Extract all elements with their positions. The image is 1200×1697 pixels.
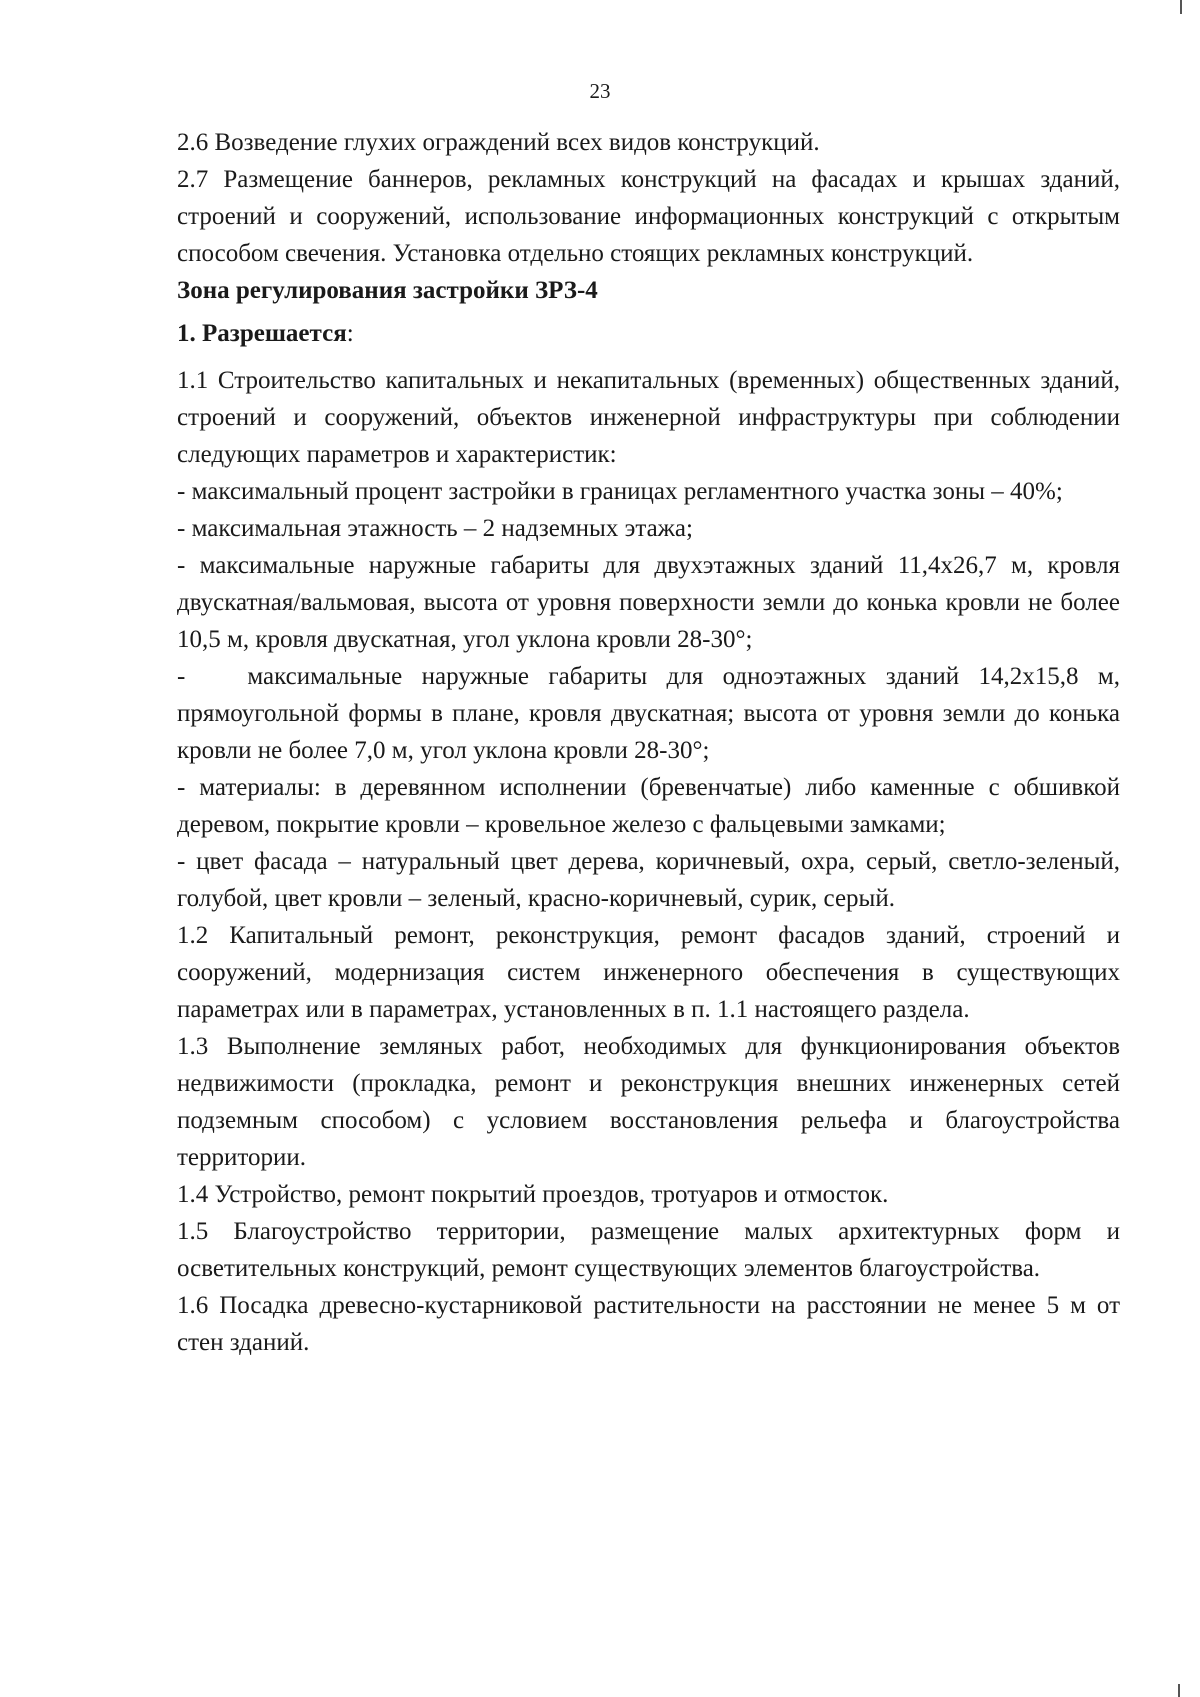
paragraph-2-6: 2.6 Возведение глухих ограждений всех видов конструкций. bbox=[177, 129, 820, 156]
dash-item-one-storey-dimensions bbox=[177, 658, 1120, 769]
allowed-heading-label: 1. Разрешается bbox=[177, 320, 347, 347]
dash-item-floors: - максимальная этажность – 2 надземных этажа; bbox=[177, 515, 693, 542]
dash-item-colors: - цвет фасада – натуральный цвет дерева, коричневый, охра, серый, светло-зеленый, голубой, цвет кровли – зеленый, красно-коричневый, сурик, серый. bbox=[177, 848, 1120, 912]
dash-item-materials: - материалы: в деревянном исполнении (бревенчатые) либо каменные с обшивкой деревом, покрытие кровли – кровельное железо с фальцевыми замками; bbox=[177, 774, 1120, 838]
paragraph-2-7: 2.7 Размещение баннеров, рекламных конструкций на фасадах и крышах зданий, строений и сооружений, использование информационных конструкций с открытым способом свечения. Установка отдельно стоящих рекламных конструкций. bbox=[177, 166, 1120, 267]
scan-artifact-bottom-right bbox=[1178, 1684, 1180, 1697]
paragraph-1-5: 1.5 Благоустройство территории, размещение малых архитектурных форм и осветительных конструкций, ремонт существующих элементов благоустройства. bbox=[177, 1218, 1120, 1282]
paragraph-1-6: 1.6 Посадка древесно-кустарниковой растительности на расстоянии не менее 5 м от стен зданий. bbox=[177, 1292, 1120, 1356]
dash-item-building-percent: - максимальный процент застройки в границах регламентного участка зоны – 40%; bbox=[177, 478, 1063, 505]
paragraph-1-2: 1.2 Капитальный ремонт, реконструкция, ремонт фасадов зданий, строений и сооружений, модернизация систем инженерного обеспечения в существующих параметрах или в параметрах, установленных в п. 1.1 настоящего раздела. bbox=[177, 922, 1120, 1023]
paragraph-1-1: 1.1 Строительство капитальных и некапитальных (временных) общественных зданий, строений и сооружений, объектов инженерной инфраструктуры при соблюдении следующих параметров и характеристик: bbox=[177, 367, 1120, 468]
dash-item-two-storey-dimensions: - максимальные наружные габариты для двухэтажных зданий 11,4х26,7 м, кровля двускатная/вальмовая, высота от уровня поверхности земли до конька кровли не более 10,5 м, кровля двускатная, угол уклона кровли 28-30°; bbox=[177, 552, 1120, 653]
dash-item-one-storey-text: максимальные наружные габариты для одноэтажных зданий 14,2х15,8 м, прямоугольной формы в плане, кровля двускатная; высота от уровня земли до конька кровли не более 7,0 м, угол уклона кровли 28-30°; bbox=[177, 663, 1120, 764]
allowed-heading bbox=[177, 315, 1120, 352]
allowed-heading-colon: : bbox=[346, 320, 354, 347]
paragraph-1-3: 1.3 Выполнение земляных работ, необходимых для функционирования объектов недвижимости (прокладка, ремонт и реконструкция внешних инженерных сетей подземным способом) с условием восстановления рельефа и благоустройства территории. bbox=[177, 1033, 1120, 1171]
scan-artifact-top-right bbox=[1180, 0, 1182, 14]
document-body bbox=[177, 124, 1120, 1361]
paragraph-1-4: 1.4 Устройство, ремонт покрытий проездов, тротуаров и отмосток. bbox=[177, 1181, 889, 1208]
dash-marker: - bbox=[177, 663, 186, 690]
zone-heading: Зона регулирования застройки ЗРЗ-4 bbox=[177, 277, 598, 304]
page-number: 23 bbox=[589, 79, 611, 103]
